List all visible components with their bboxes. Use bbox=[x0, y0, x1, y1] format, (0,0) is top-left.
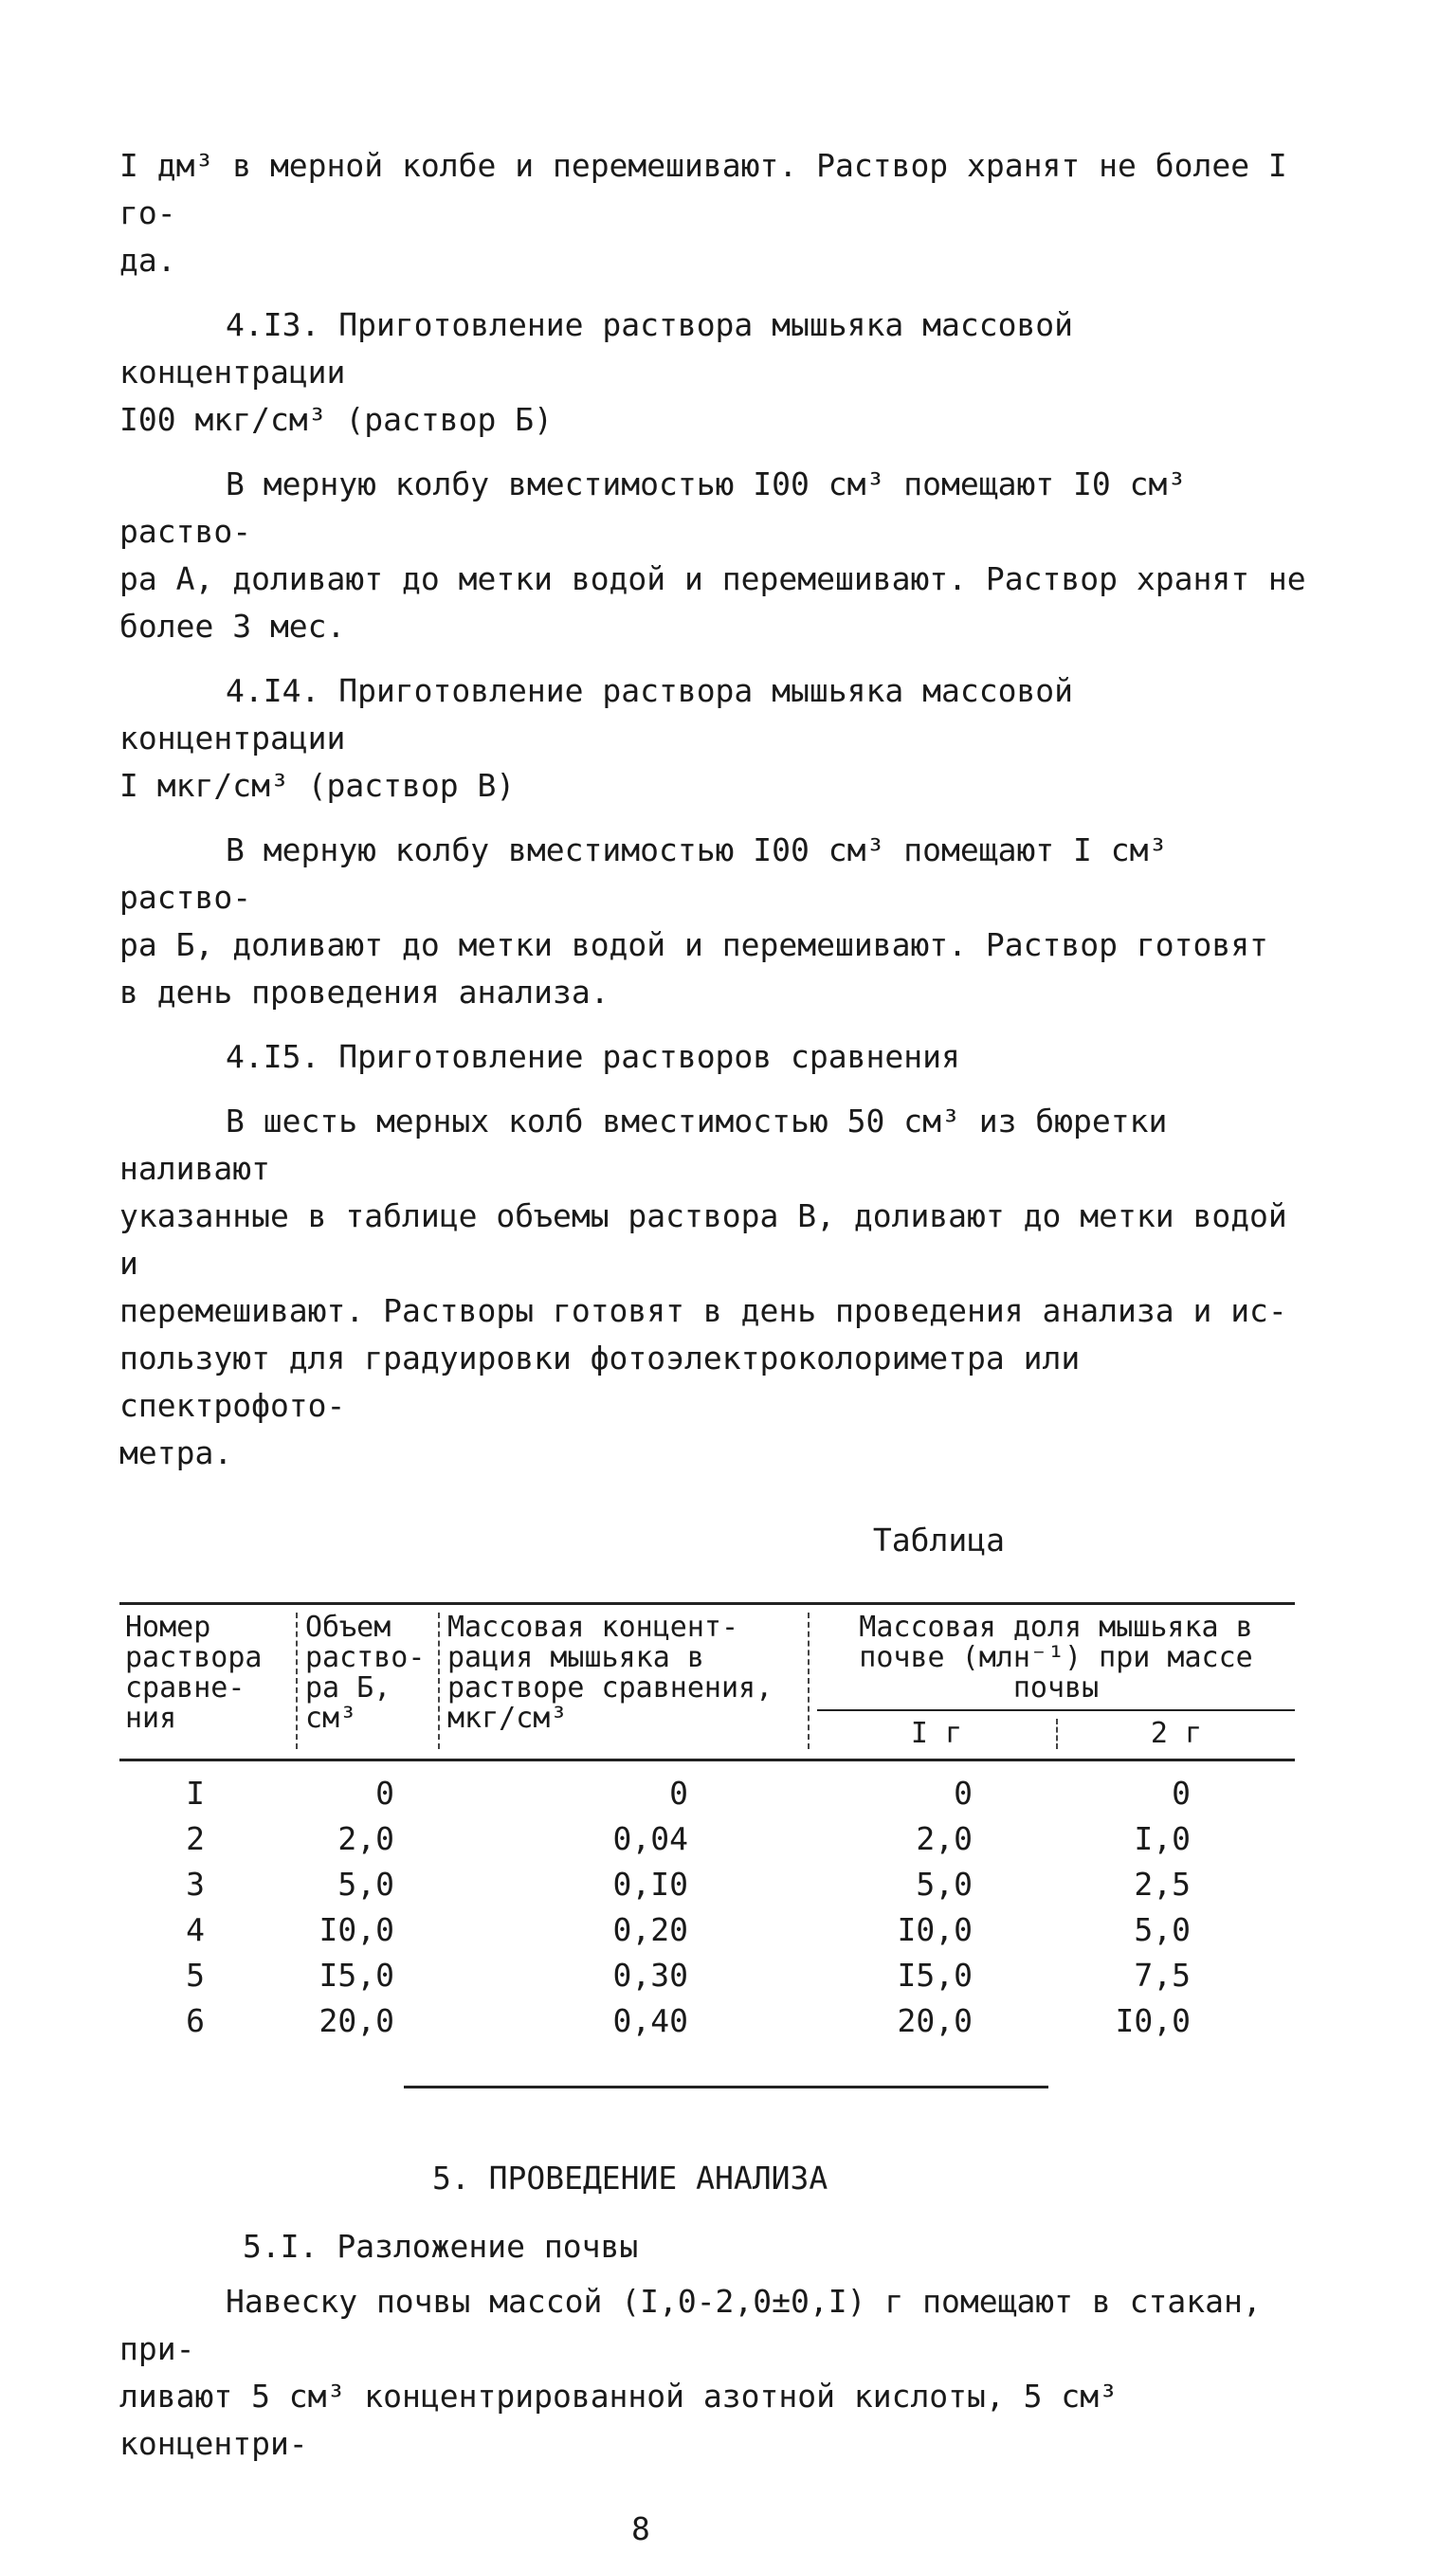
paragraph-line: ра Б, доливают до метки водой и перемешивают. Раствор готовят bbox=[119, 926, 1268, 963]
table-cell: 0,20 bbox=[612, 1911, 688, 1948]
table-cell: 0,04 bbox=[612, 1820, 688, 1857]
section-5-1-title: 5.I. Разложение почвы bbox=[243, 2228, 639, 2265]
section-5-title: 5. ПРОВЕДЕНИЕ АНАЛИЗА bbox=[432, 2160, 828, 2197]
paragraph-line: пользуют для градуировки фотоэлектроколориметра или спектрофото- bbox=[119, 1340, 1081, 1424]
section-4-13-title-cont: I00 мкг/см³ (раствор Б) bbox=[119, 401, 553, 438]
paragraph-line: метра. bbox=[119, 1434, 233, 1471]
table-body bbox=[119, 1761, 1295, 2044]
paragraph-line: более 3 мес. bbox=[119, 608, 346, 645]
header-subcolumns bbox=[817, 1709, 1295, 1749]
table-row bbox=[119, 1862, 1295, 1907]
section-4-13-title: 4.I3. Приготовление раствора мышьяка массовой концентрации bbox=[119, 306, 1074, 391]
table-cell: I bbox=[186, 1775, 205, 1812]
table-row bbox=[119, 1816, 1295, 1862]
text-line: да. bbox=[119, 242, 176, 279]
section-4-14-title: 4.I4. Приготовление раствора мышьяка массовой концентрации bbox=[119, 672, 1074, 757]
table-cell: 0 bbox=[669, 1775, 688, 1812]
end-rule bbox=[404, 2086, 1048, 2088]
table-caption: Таблица bbox=[872, 1522, 1005, 1559]
paragraph-line: В мерную колбу вместимостью I00 см³ помещают I0 см³ раство- bbox=[119, 465, 1187, 550]
table-cell: 5,0 bbox=[337, 1866, 394, 1903]
table-cell: I5,0 bbox=[897, 1957, 973, 1994]
paragraph-line: ра А, доливают до метки водой и перемешивают. Раствор хранят не bbox=[119, 560, 1306, 597]
table-cell: 0,I0 bbox=[612, 1866, 688, 1903]
table-cell: 20,0 bbox=[318, 2002, 394, 2039]
table-cell: 5,0 bbox=[1134, 1911, 1191, 1948]
section-4-15-title: 4.I5. Приготовление растворов сравнения bbox=[226, 1038, 960, 1075]
table-cell: 0,40 bbox=[612, 2002, 688, 2039]
table-cell: 2,0 bbox=[916, 1820, 973, 1857]
paragraph-line: Навеску почвы массой (I,0-2,0±0,I) г помещают в стакан, при- bbox=[119, 2283, 1262, 2367]
table-row bbox=[119, 1998, 1295, 2044]
table-cell: 0 bbox=[1172, 1775, 1191, 1812]
paragraph-line: В шесть мерных колб вместимостью 50 см³ из бюретки наливают bbox=[119, 1103, 1168, 1187]
header-volume: Объем раство-ра Б, см³ bbox=[296, 1613, 438, 1749]
table-cell: 20,0 bbox=[897, 2002, 973, 2039]
table-cell: 0 bbox=[375, 1775, 394, 1812]
page-number: 8 bbox=[631, 2510, 650, 2547]
table-cell: 5,0 bbox=[916, 1866, 973, 1903]
header-solution-number: Номер раствора сравне-ния bbox=[125, 1611, 263, 1735]
table-cell: 0 bbox=[954, 1775, 973, 1812]
header-concentration: Массовая концент-рация мышьяка в растворе сравнения, мкг/см³ bbox=[438, 1613, 808, 1749]
header-mass-fraction bbox=[808, 1613, 1295, 1749]
paragraph-line: В мерную колбу вместимостью I00 см³ помещают I см³ раство- bbox=[119, 831, 1168, 916]
paragraph-line: ливают 5 см³ концентрированной азотной кислоты, 5 см³ концентри- bbox=[119, 2378, 1118, 2462]
table-cell: 2,5 bbox=[1134, 1866, 1191, 1903]
table-cell: I0,0 bbox=[1115, 2002, 1191, 2039]
table-cell: I,0 bbox=[1134, 1820, 1191, 1857]
header-mass-1g: I г bbox=[910, 1717, 963, 1750]
table-cell: 2,0 bbox=[337, 1820, 394, 1857]
table-row bbox=[119, 1907, 1295, 1953]
header-mass-2g: 2 г bbox=[1056, 1719, 1295, 1749]
table-cell: 7,5 bbox=[1134, 1957, 1191, 1994]
table-row bbox=[119, 1953, 1295, 1998]
text-line: I дм³ в мерной колбе и перемешивают. Раствор хранят не более I го- bbox=[119, 147, 1287, 231]
table-cell: 6 bbox=[186, 2002, 205, 2039]
table-cell: I0,0 bbox=[318, 1911, 394, 1948]
section-4-14-title-cont: I мкг/см³ (раствор В) bbox=[119, 767, 516, 804]
table-cell: 2 bbox=[186, 1820, 205, 1857]
table-cell: I5,0 bbox=[318, 1957, 394, 1994]
paragraph-line: перемешивают. Растворы готовят в день проведения анализа и ис- bbox=[119, 1292, 1287, 1329]
table-cell: I0,0 bbox=[897, 1911, 973, 1948]
table-row bbox=[119, 1771, 1295, 1816]
header-mass-fraction-label: Массовая доля мышьяка в почве (млн⁻¹) при массе почвы bbox=[859, 1611, 1253, 1705]
table-cell: 4 bbox=[186, 1911, 205, 1948]
table-cell: 5 bbox=[186, 1957, 205, 1994]
paragraph-line: указанные в таблице объемы раствора В, доливают до метки водой и bbox=[119, 1197, 1287, 1282]
paragraph-line: в день проведения анализа. bbox=[119, 974, 610, 1011]
comparison-solutions-table bbox=[119, 1602, 1295, 2044]
table-cell: 0,30 bbox=[612, 1957, 688, 1994]
table-header bbox=[119, 1605, 1295, 1759]
document-page bbox=[119, 142, 1318, 2553]
table-cell: 3 bbox=[186, 1866, 205, 1903]
